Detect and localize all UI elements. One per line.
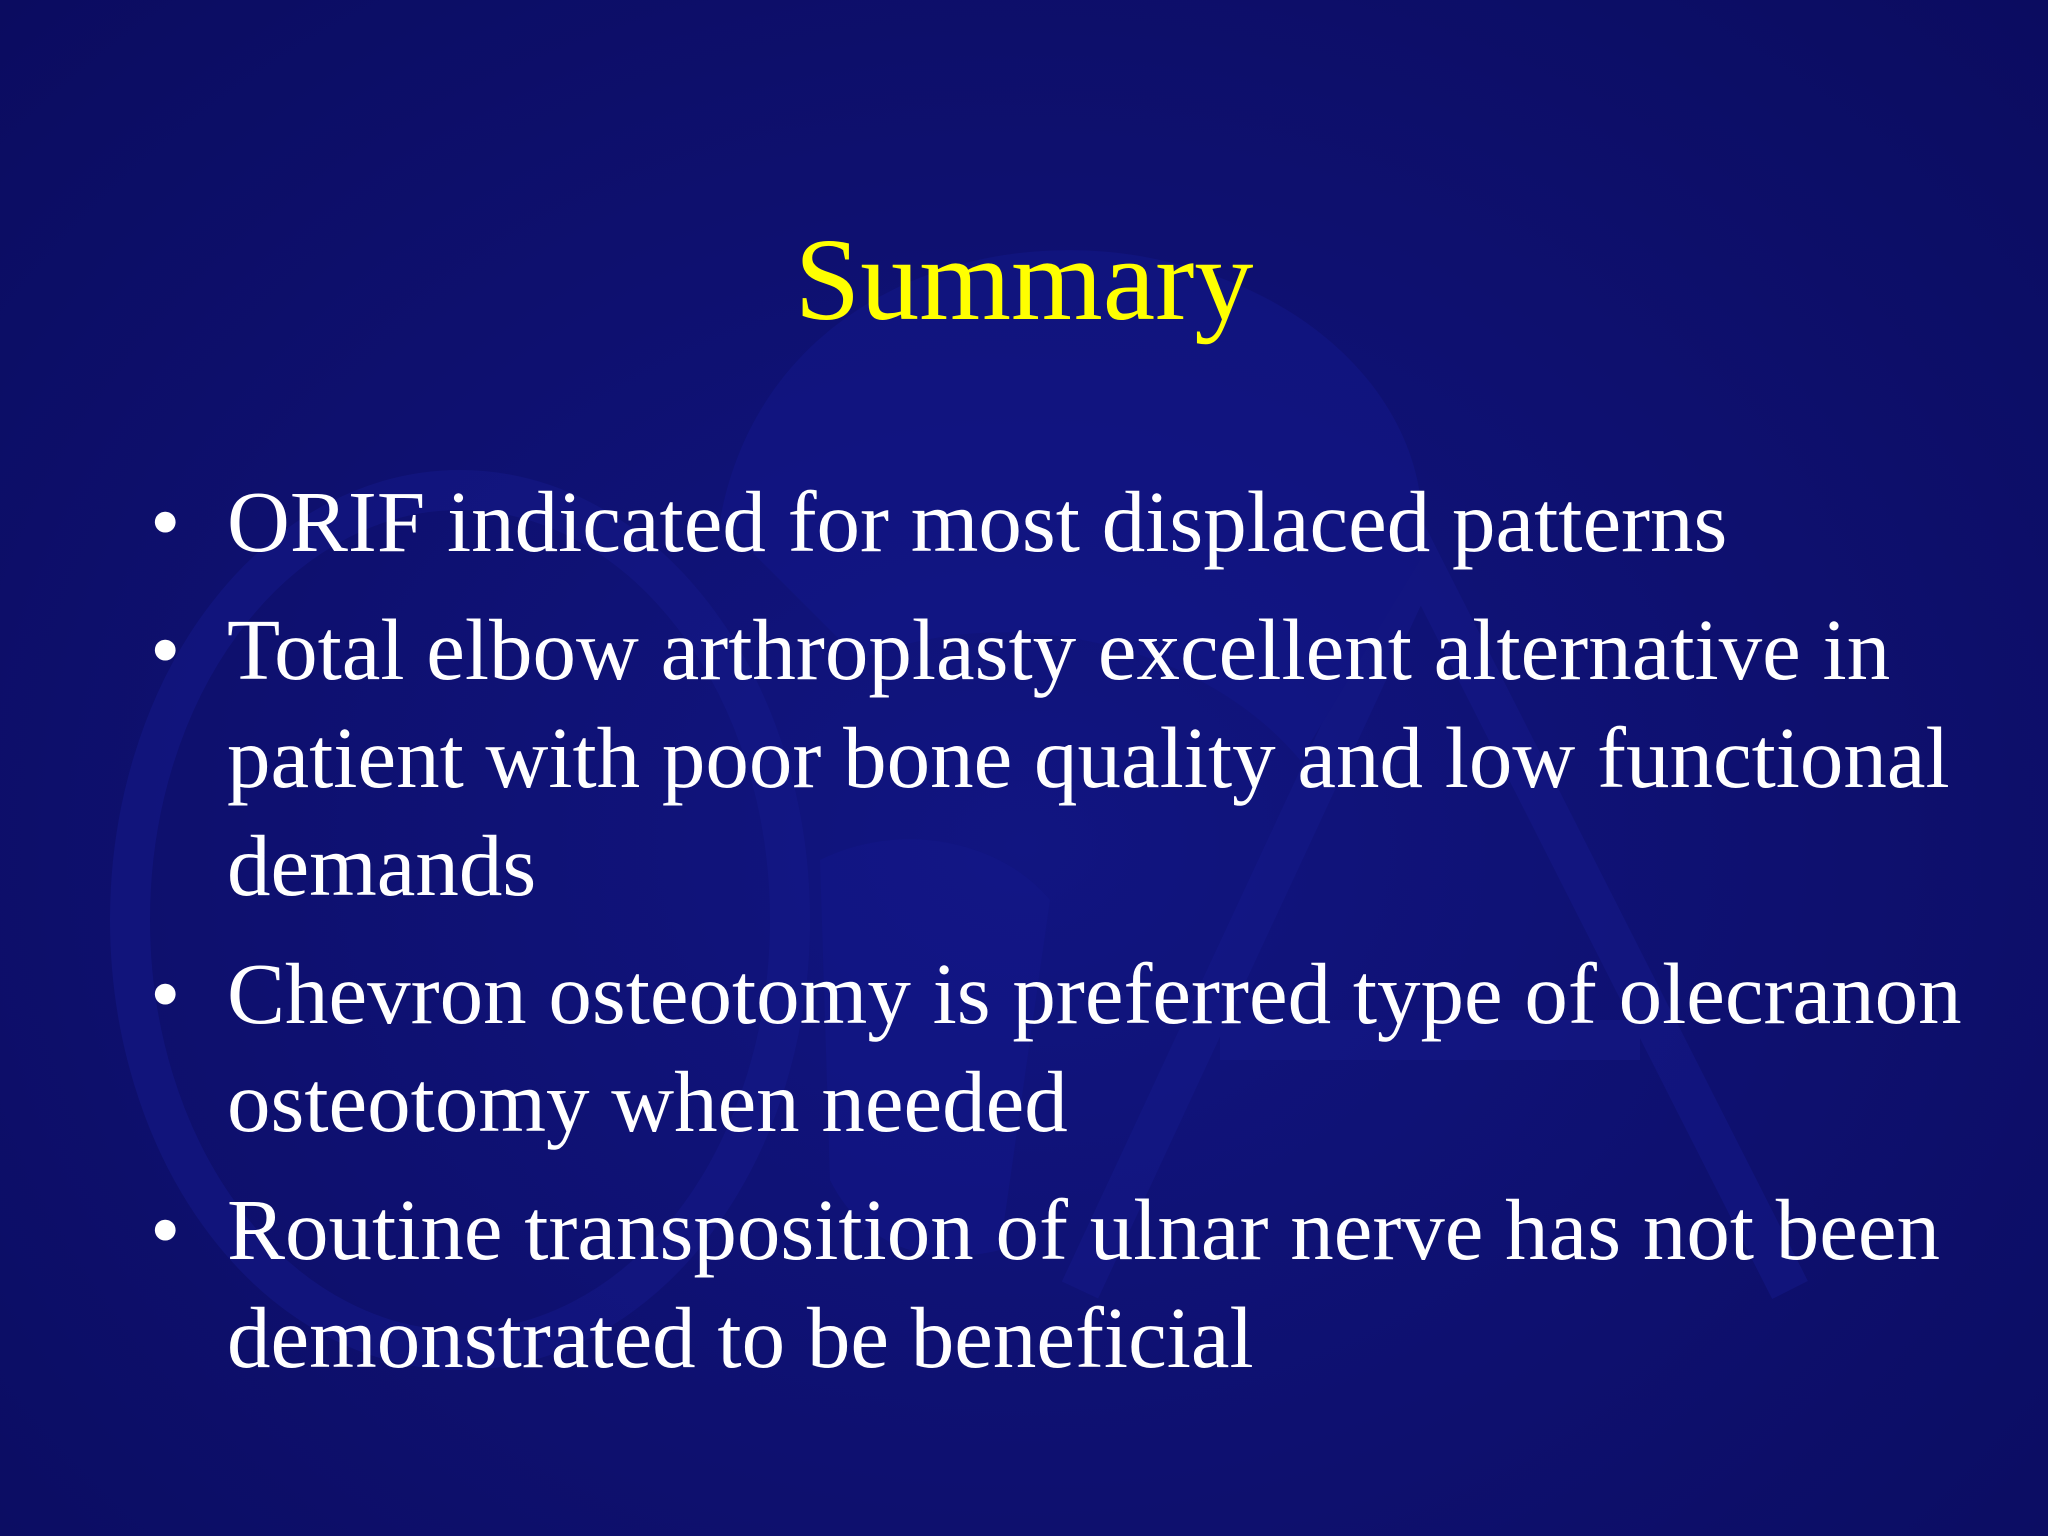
bullet-marker: • [150, 601, 181, 698]
bullet-item-3 [150, 940, 1970, 1156]
bullet-text: ORIF indicated for most displaced patterns [227, 473, 1728, 570]
bullet-marker: • [150, 473, 181, 570]
bullet-marker: • [150, 1181, 181, 1278]
slide-title: Summary [794, 214, 1254, 345]
bullet-item-2 [150, 596, 1970, 920]
bullet-text: Routine transposition of ulnar nerve has not been demonstrated to be beneficial [227, 1181, 1941, 1386]
bullet-item-4 [150, 1176, 1970, 1392]
bullet-text: Chevron osteotomy is preferred type of olecranon osteotomy when needed [227, 945, 1962, 1150]
bullet-marker: • [150, 945, 181, 1042]
bullet-text: Total elbow arthroplasty excellent alternative in patient with poor bone quality and low functional demands [227, 601, 1950, 914]
bullet-item-1 [150, 468, 1970, 576]
bullet-list [150, 468, 1970, 1412]
